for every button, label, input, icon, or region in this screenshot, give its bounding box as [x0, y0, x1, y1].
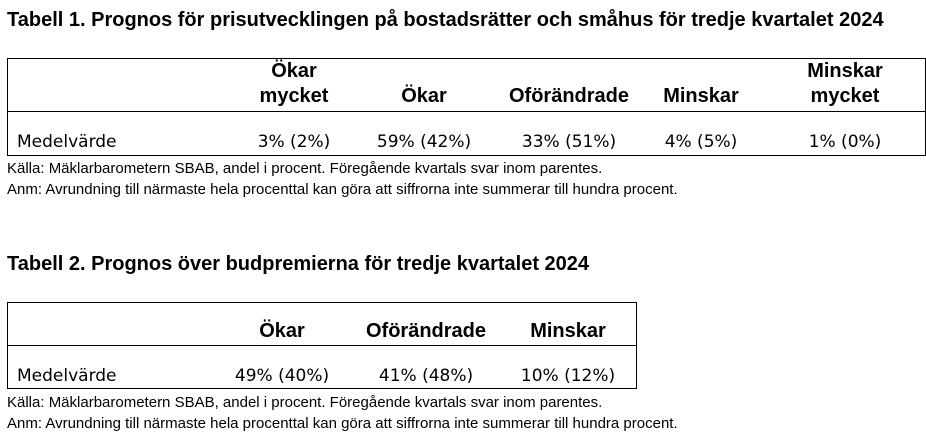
table2-source: Källa: Mäklarbarometern SBAB, andel i procent. Föregående kvartals svar inom parentes. [7, 394, 603, 411]
table1-header-minskar-mycket: Minskar mycket [807, 60, 883, 107]
table2-header-okar: Ökar [259, 320, 305, 342]
table2 [7, 302, 637, 389]
table1-value-oforandrade: 33% (51%) [521, 132, 617, 152]
table2-value-minskar: 10% (12%) [520, 366, 616, 386]
table1 [7, 58, 926, 156]
table1-header-okar-mycket: Ökar mycket [259, 60, 329, 107]
table2-value-okar: 49% (40%) [234, 366, 330, 386]
table2-note: Anm: Avrundning till närmaste hela procenttal kan göra att siffrorna inte summerar till hundra procent. [7, 415, 678, 432]
table2-header-minskar: Minskar [530, 320, 606, 342]
table1-header-minskar: Minskar [663, 85, 739, 107]
table1-value-minskar: 4% (5%) [664, 132, 738, 152]
table1-header-oforandrade: Oförändrade [508, 85, 630, 107]
table1-header-divider [8, 111, 925, 112]
table2-row-label: Medelvärde [17, 366, 117, 386]
table1-header-okar: Ökar [401, 85, 447, 107]
table1-value-okar: 59% (42%) [376, 132, 472, 152]
table2-header-divider [8, 345, 636, 346]
table1-source: Källa: Mäklarbarometern SBAB, andel i procent. Föregående kvartals svar inom parentes. [7, 160, 603, 177]
table1-note: Anm: Avrundning till närmaste hela procenttal kan göra att siffrorna inte summerar till hundra procent. [7, 181, 678, 198]
table1-value-okar-mycket: 3% (2%) [257, 132, 331, 152]
table1-row-label: Medelvärde [17, 132, 117, 152]
table1-title: Tabell 1. Prognos för prisutvecklingen på bostadsrätter och småhus för tredje kvartalet 2024 [7, 9, 884, 31]
table1-value-minskar-mycket: 1% (0%) [808, 132, 882, 152]
table2-header-oforandrade: Oförändrade [365, 320, 487, 342]
table2-title: Tabell 2. Prognos över budpremierna för tredje kvartalet 2024 [7, 253, 590, 275]
table2-value-oforandrade: 41% (48%) [378, 366, 474, 386]
